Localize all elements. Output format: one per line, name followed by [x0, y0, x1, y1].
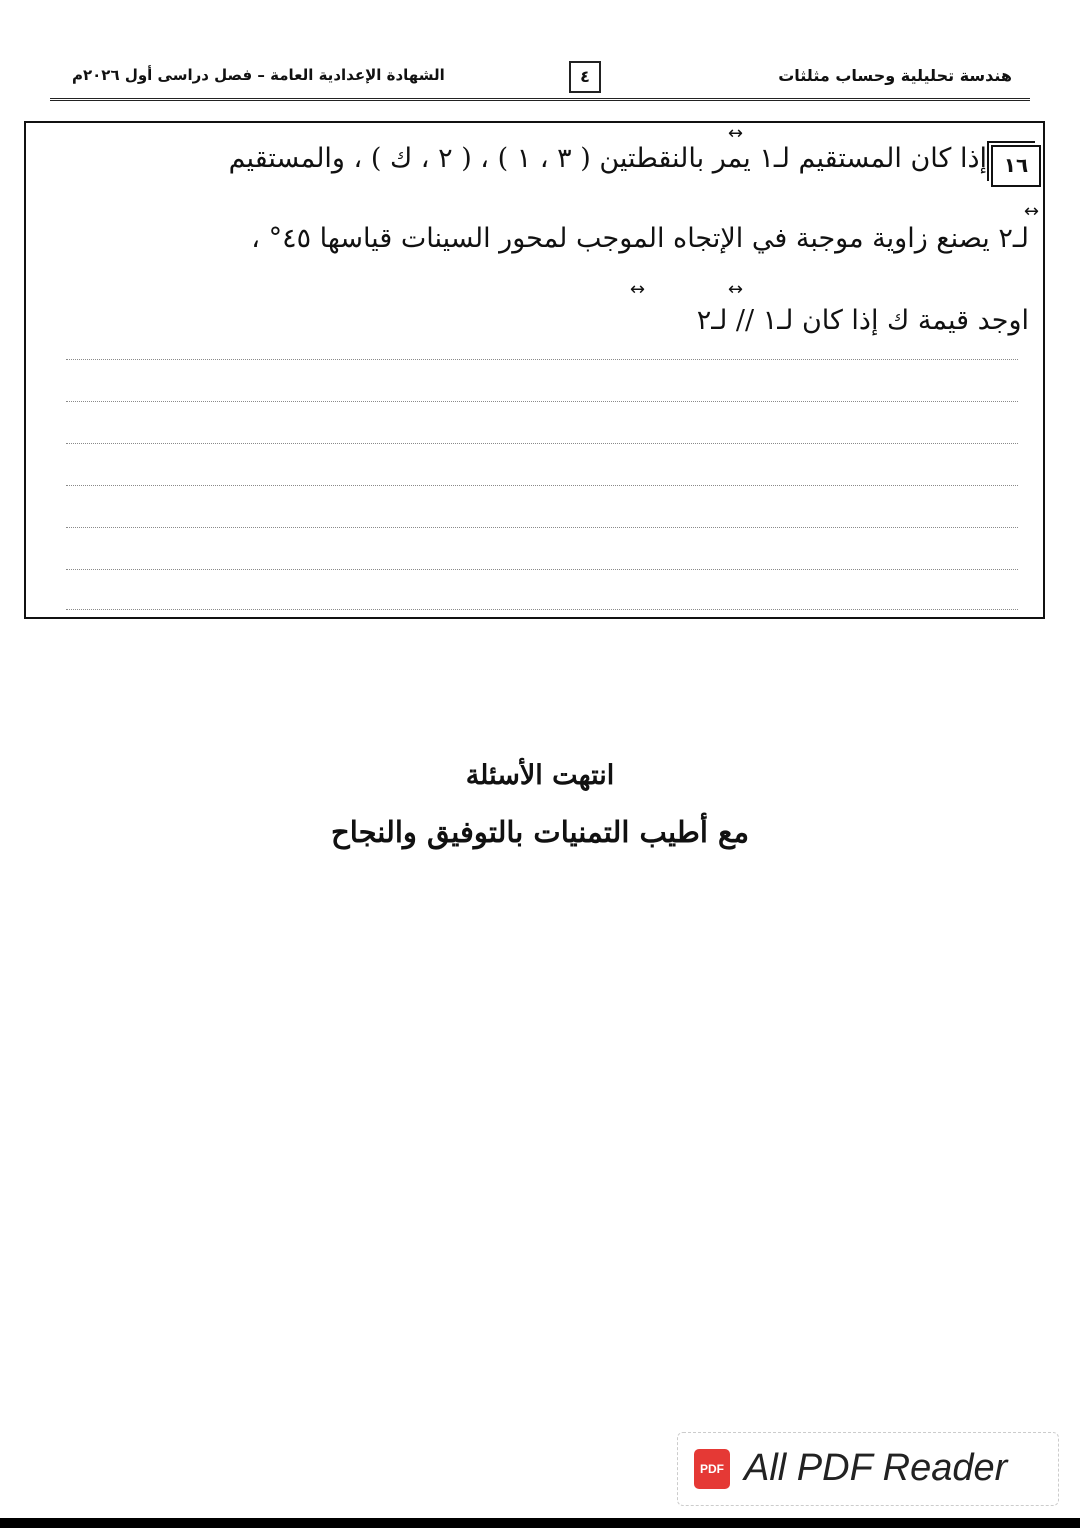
watermark-text: All PDF Reader	[744, 1447, 1008, 1489]
line-overarrow-icon: ↔	[727, 123, 743, 144]
line-overarrow-icon: ↔	[1023, 201, 1039, 222]
subject-title: هندسة تحليلية وحساب مثلثات	[778, 66, 1012, 85]
line-overarrow-icon: ↔	[629, 279, 645, 300]
pdf-icon: PDF	[694, 1449, 730, 1489]
answer-line[interactable]	[66, 443, 1018, 444]
answer-line[interactable]	[66, 401, 1018, 402]
answer-line[interactable]	[66, 485, 1018, 486]
exam-info: الشهادة الإعدادية العامة – فصل دراسى أول ٢٠٢٦م	[72, 66, 445, 84]
bottom-bar	[0, 1518, 1080, 1528]
answer-line[interactable]	[66, 359, 1018, 360]
question-box	[24, 121, 1045, 619]
question-number: ١٦	[1003, 153, 1029, 177]
answer-line[interactable]	[66, 609, 1018, 610]
good-luck-text: مع أطيب التمنيات بالتوفيق والنجاح	[331, 815, 749, 849]
answer-line[interactable]	[66, 569, 1018, 570]
line-overarrow-icon: ↔	[727, 279, 743, 300]
question-line-2: لـ٢ يصنع زاوية موجبة في الإتجاه الموجب لمحور السينات قياسها ٤٥° ،	[251, 223, 1029, 254]
question-line-3: اوجد قيمة ك إذا كان لـ١ // لـ٢	[696, 305, 1029, 336]
end-of-questions-text: انتهت الأسئلة	[465, 760, 615, 791]
question-line-1: إذا كان المستقيم لـ١ يمر بالنقطتين ( ٣ ، ١ ) ، ( ٢ ، ك ) ، والمستقيم	[228, 143, 987, 174]
answer-line[interactable]	[66, 527, 1018, 528]
page-header	[50, 58, 1030, 101]
pdf-reader-watermark	[677, 1432, 1059, 1506]
page-number-box: ٤	[569, 61, 601, 93]
question-number-badge	[991, 145, 1041, 187]
